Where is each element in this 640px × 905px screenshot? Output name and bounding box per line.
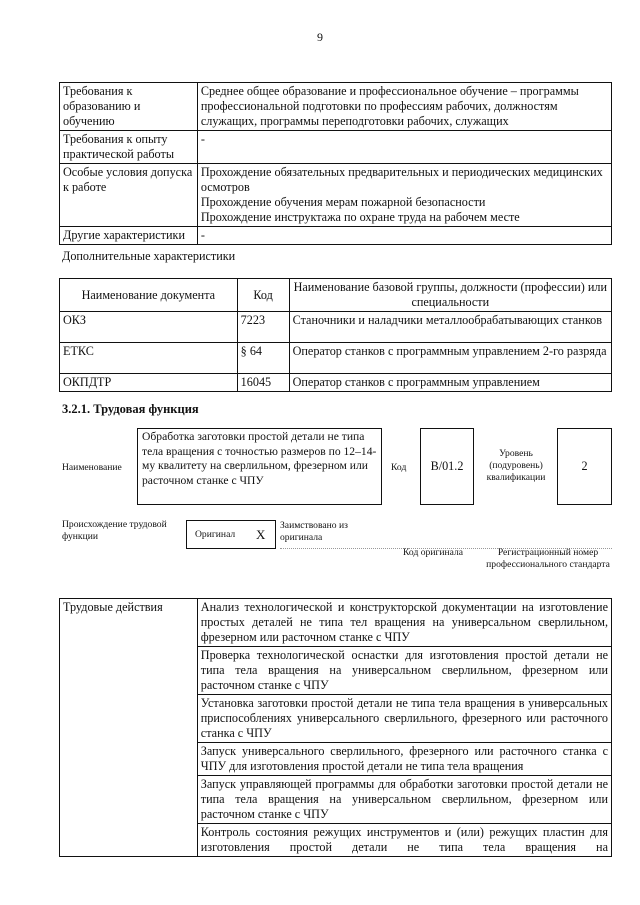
cell-doc: ЕТКС — [60, 343, 238, 374]
table-row — [60, 374, 612, 392]
action-item: Анализ технологической и конструкторской документации на изготовление простых деталей не типа тел вращения на универсальном сверлильном, фрезерном или расточном станке с ЧПУ — [197, 599, 611, 647]
function-heading: 3.2.1. Трудовая функция — [62, 402, 199, 416]
cell-name: Оператор станков с программным управлением — [289, 374, 611, 392]
cell-name: Оператор станков с программным управлением 2-го разряда — [289, 343, 611, 374]
additional-title: Дополнительные характеристики — [62, 249, 236, 263]
name-label: Наименование — [62, 462, 122, 473]
code-box — [420, 428, 474, 505]
table-row — [60, 164, 612, 227]
row-label: Требования к образованию и обучению — [60, 83, 198, 131]
table-row — [60, 227, 612, 245]
actions-label: Трудовые действия — [60, 599, 198, 857]
row-label: Требования к опыту практической работы — [60, 131, 198, 164]
table-row — [60, 599, 612, 647]
code-label: Код — [391, 462, 407, 473]
action-item: Запуск управляющей программы для обработки заготовки простой детали не типа тела вращения на универсальном сверлильном, фрезерном или расточном станке с ЧПУ — [197, 776, 611, 824]
condition-line: Прохождение обязательных предварительных и периодических медицинских осмотров — [200, 165, 603, 194]
row-value: - — [197, 131, 611, 164]
row-value: Среднее общее образование и профессиональное обучение – программы профессиональной подготовки по профессиям рабочих, должностям служащих, программы переподготовки рабочих, служащих — [197, 83, 611, 131]
cell-doc: ОКПДТР — [60, 374, 238, 392]
table-row — [60, 312, 612, 343]
requirements-table — [59, 82, 612, 245]
cell-code: § 64 — [237, 343, 289, 374]
page-number: 9 — [317, 30, 323, 44]
cell-doc: ОКЗ — [60, 312, 238, 343]
cell-code: 7223 — [237, 312, 289, 343]
row-value: - — [197, 227, 611, 245]
table-row — [60, 131, 612, 164]
borrowed-label: Заимствовано из оригинала — [280, 520, 348, 543]
action-item: Проверка технологической оснастки для изготовления простой детали не типа тела вращения на универсальном сверлильном, фрезерном или расточном станке с ЧПУ — [197, 647, 611, 695]
row-value-lines — [197, 164, 611, 227]
table-row — [60, 83, 612, 131]
table-row — [60, 343, 612, 374]
additional-table — [59, 278, 612, 392]
condition-line: Прохождение обучения мерам пожарной безопасности — [200, 195, 486, 209]
cell-code: 16045 — [237, 374, 289, 392]
table-header-row — [60, 279, 612, 312]
original-mark: X — [256, 527, 266, 542]
level-label: Уровень (подуровень) квалификации — [486, 448, 546, 483]
level-value: 2 — [581, 459, 588, 473]
code-value: B/01.2 — [430, 459, 464, 473]
code-original-label: Код оригинала — [403, 547, 464, 558]
row-label: Другие характеристики — [60, 227, 198, 245]
origin-label: Происхождение трудовой функции — [62, 519, 167, 542]
row-label: Особые условия допуска к работе — [60, 164, 198, 227]
function-name-box — [137, 428, 382, 505]
action-item: Установка заготовки простой детали не типа тела вращения в универсальных приспособлениях универсального сверлильного, фрезерного или расточного станка с ЧПУ — [197, 695, 611, 743]
original-label: Оригинал — [195, 529, 236, 540]
header-group-name: Наименование базовой группы, должности (профессии) или специальности — [289, 279, 611, 312]
header-doc-name: Наименование документа — [60, 279, 238, 312]
action-item: Запуск универсального сверлильного, фрезерного или расточного станка с ЧПУ для изготовления простой детали не типа тела вращения — [197, 743, 611, 776]
function-name: Обработка заготовки простой детали не типа тела вращения с точностью размеров по 12–14-му квалитету на сверлильном, фрезерном или расточном станке с ЧПУ — [142, 430, 377, 487]
original-box — [186, 520, 276, 549]
condition-line: Прохождение инструктажа по охране труда на рабочем месте — [200, 210, 520, 224]
reg-number-label: Регистрационный номер профессионального стандарта — [486, 547, 610, 570]
cell-name: Станочники и наладчики металлообрабатывающих станков — [289, 312, 611, 343]
actions-table — [59, 598, 612, 857]
action-item: Контроль состояния режущих инструментов и (или) режущих пластин для изготовления простой детали не типа тела вращения на — [197, 824, 611, 857]
level-box — [557, 428, 612, 505]
header-code: Код — [237, 279, 289, 312]
